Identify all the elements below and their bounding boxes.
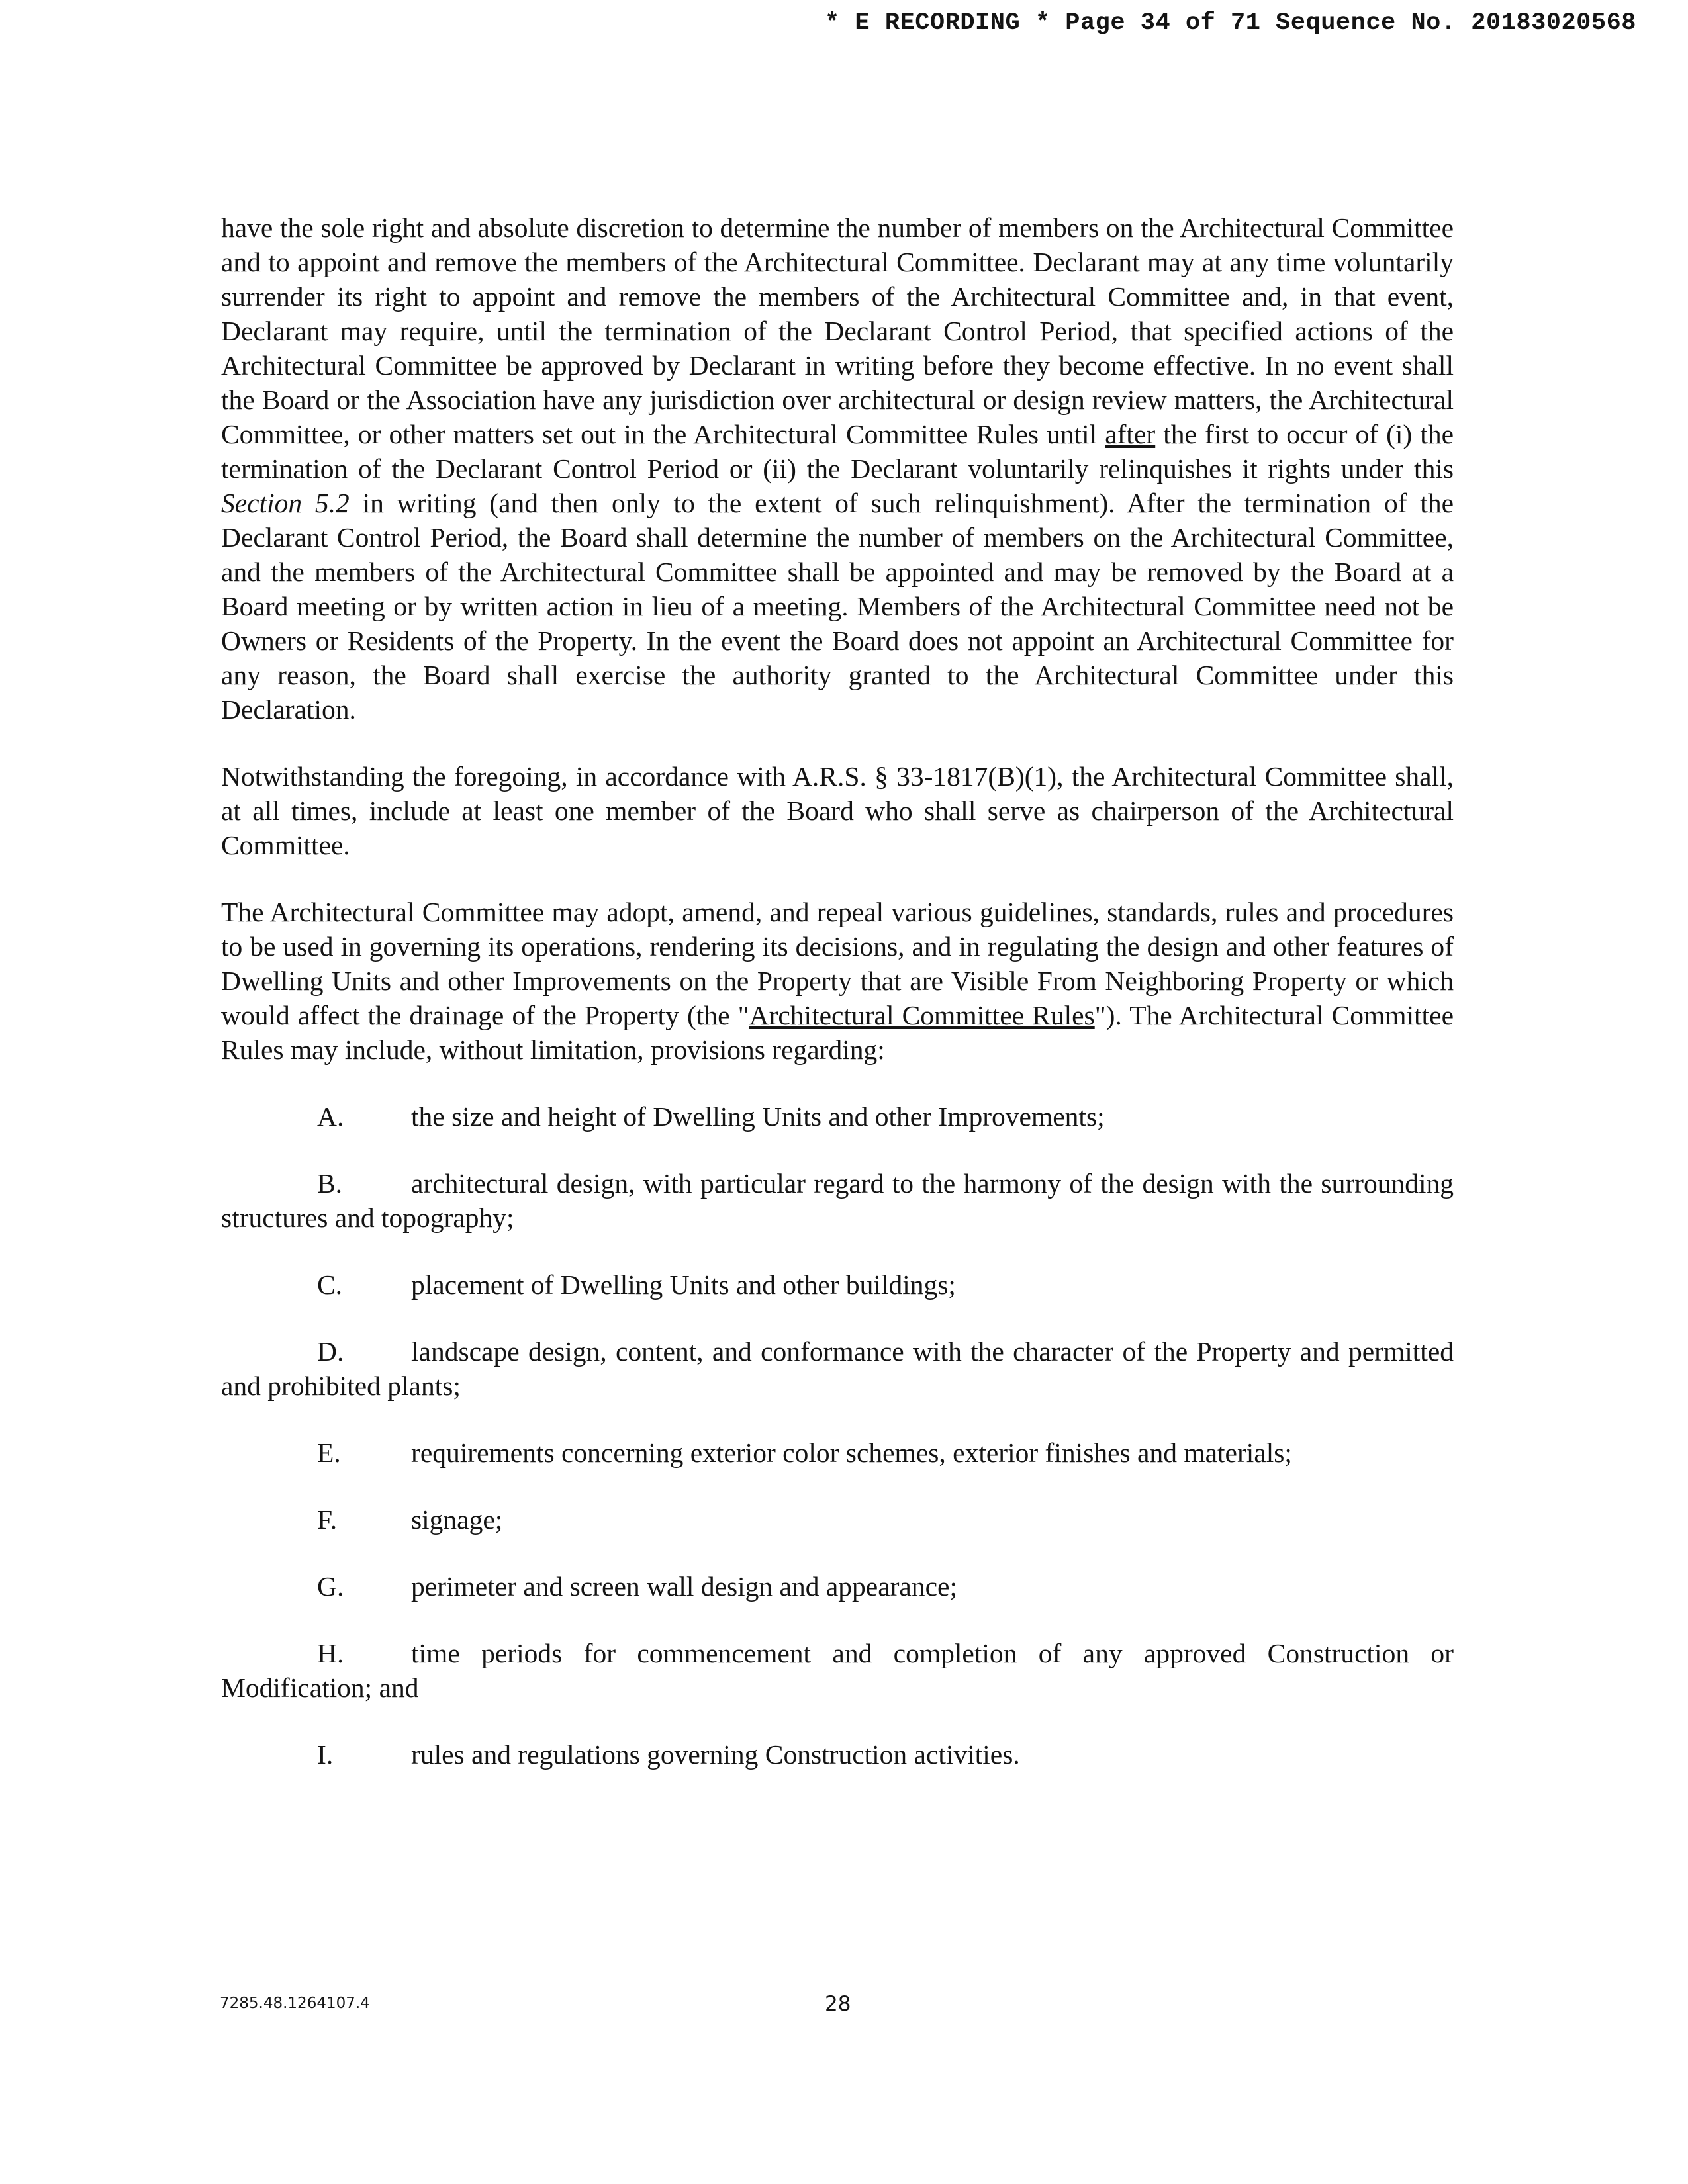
list-text: landscape design, content, and conformance with the character of the Property and permitted and prohibited plants; (221, 1336, 1454, 1401)
list-text: time periods for commencement and completion of any approved Construction or Modification; and (221, 1638, 1454, 1703)
list-item (221, 1334, 1454, 1403)
list-letter: G. (317, 1571, 344, 1602)
defined-term: Architectural Committee Rules (749, 1000, 1095, 1030)
paragraph-committee-appointment (221, 210, 1454, 727)
list-letter: A. (317, 1101, 344, 1132)
list-text: architectural design, with particular regard to the harmony of the design with the surrounding structures and topography; (221, 1168, 1454, 1233)
list-text: requirements concerning exterior color schemes, exterior finishes and materials; (411, 1437, 1292, 1468)
list-item (221, 1737, 1454, 1772)
paragraph-text: The Architectural Committee may adopt, amend, and repeal various guidelines, standards, rules and procedures to be used in governing its operations, rendering its decisions, and in regulating the design and other features of Dwelling Units and other Improvements on the Property that are Visible From Neighboring Property or which would affect the drainage of the Property (the " (221, 897, 1454, 1030)
list-item (221, 1502, 1454, 1537)
paragraph-board-member: Notwithstanding the foregoing, in accordance with A.R.S. § 33-1817(B)(1), the Architectural Committee shall, at all times, include at least one member of the Board who shall serve as chairperson of the Architectural Committee. (221, 761, 1454, 860)
list-item (221, 1636, 1454, 1705)
page-number: 28 (825, 1992, 851, 2016)
paragraph-text: "). The Architectural Committee Rules may include, without limitation, provisions regarding: (221, 1000, 1454, 1065)
list-letter: F. (317, 1504, 338, 1535)
list-letter: H. (317, 1638, 344, 1668)
list-text: placement of Dwelling Units and other buildings; (411, 1269, 956, 1300)
list-item (221, 1099, 1454, 1134)
list-item (221, 1569, 1454, 1604)
document-body (221, 210, 1454, 1772)
document-id: 7285.48.1264107.4 (220, 1995, 370, 2012)
list-letter: C. (317, 1269, 343, 1300)
list-text: signage; (411, 1504, 503, 1535)
list-letter: D. (317, 1336, 344, 1367)
section-reference: Section 5.2 (221, 488, 350, 518)
list-letter: B. (317, 1168, 343, 1199)
provisions-list (221, 1099, 1454, 1772)
list-letter: I. (317, 1739, 334, 1770)
list-item (221, 1267, 1454, 1302)
list-letter: E. (317, 1437, 341, 1468)
paragraph-text: have the sole right and absolute discretion to determine the number of members on the Architectural Committee and to appoint and remove the members of the Architectural Committee. Declarant may at any time voluntarily surrender its right to appoint and remove the members of the Architectural Committee and, in that event, Declarant may require, until the termination of the Declarant Control Period, that specified actions of the Architectural Committee be approved by Declarant in writing before they become effective. In no event shall the Board or the Association have any jurisdiction over architectural or design review matters, the Architectural Committee, or other matters set out in the Architectural Committee Rules until (221, 212, 1454, 449)
underlined-after: after (1105, 419, 1156, 449)
list-text: perimeter and screen wall design and appearance; (411, 1571, 957, 1602)
paragraph-text: in writing (and then only to the extent of such relinquishment). After the termination of the Declarant Control Period, the Board shall determine the number of members on the Architectural Committee, and the members of the Architectural Committee shall be appointed and may be removed by the Board at a Board meeting or by written action in lieu of a meeting. Members of the Architectural Committee need not be Owners or Residents of the Property. In the event the Board does not appoint an Architectural Committee for any reason, the Board shall exercise the authority granted to the Architectural Committee under this Declaration. (221, 488, 1454, 725)
list-text: the size and height of Dwelling Units and other Improvements; (411, 1101, 1105, 1132)
paragraph-text: the first to occur of (i) the termination of the Declarant Control Period or (ii) the Declarant voluntarily relinquishes it rights under this (221, 419, 1454, 484)
list-item (221, 1166, 1454, 1235)
list-item (221, 1435, 1454, 1470)
paragraph-committee-rules (221, 895, 1454, 1067)
recording-header: * E RECORDING * Page 34 of 71 Sequence No. 20183020568 (825, 9, 1636, 37)
list-text: rules and regulations governing Construction activities. (411, 1739, 1020, 1770)
